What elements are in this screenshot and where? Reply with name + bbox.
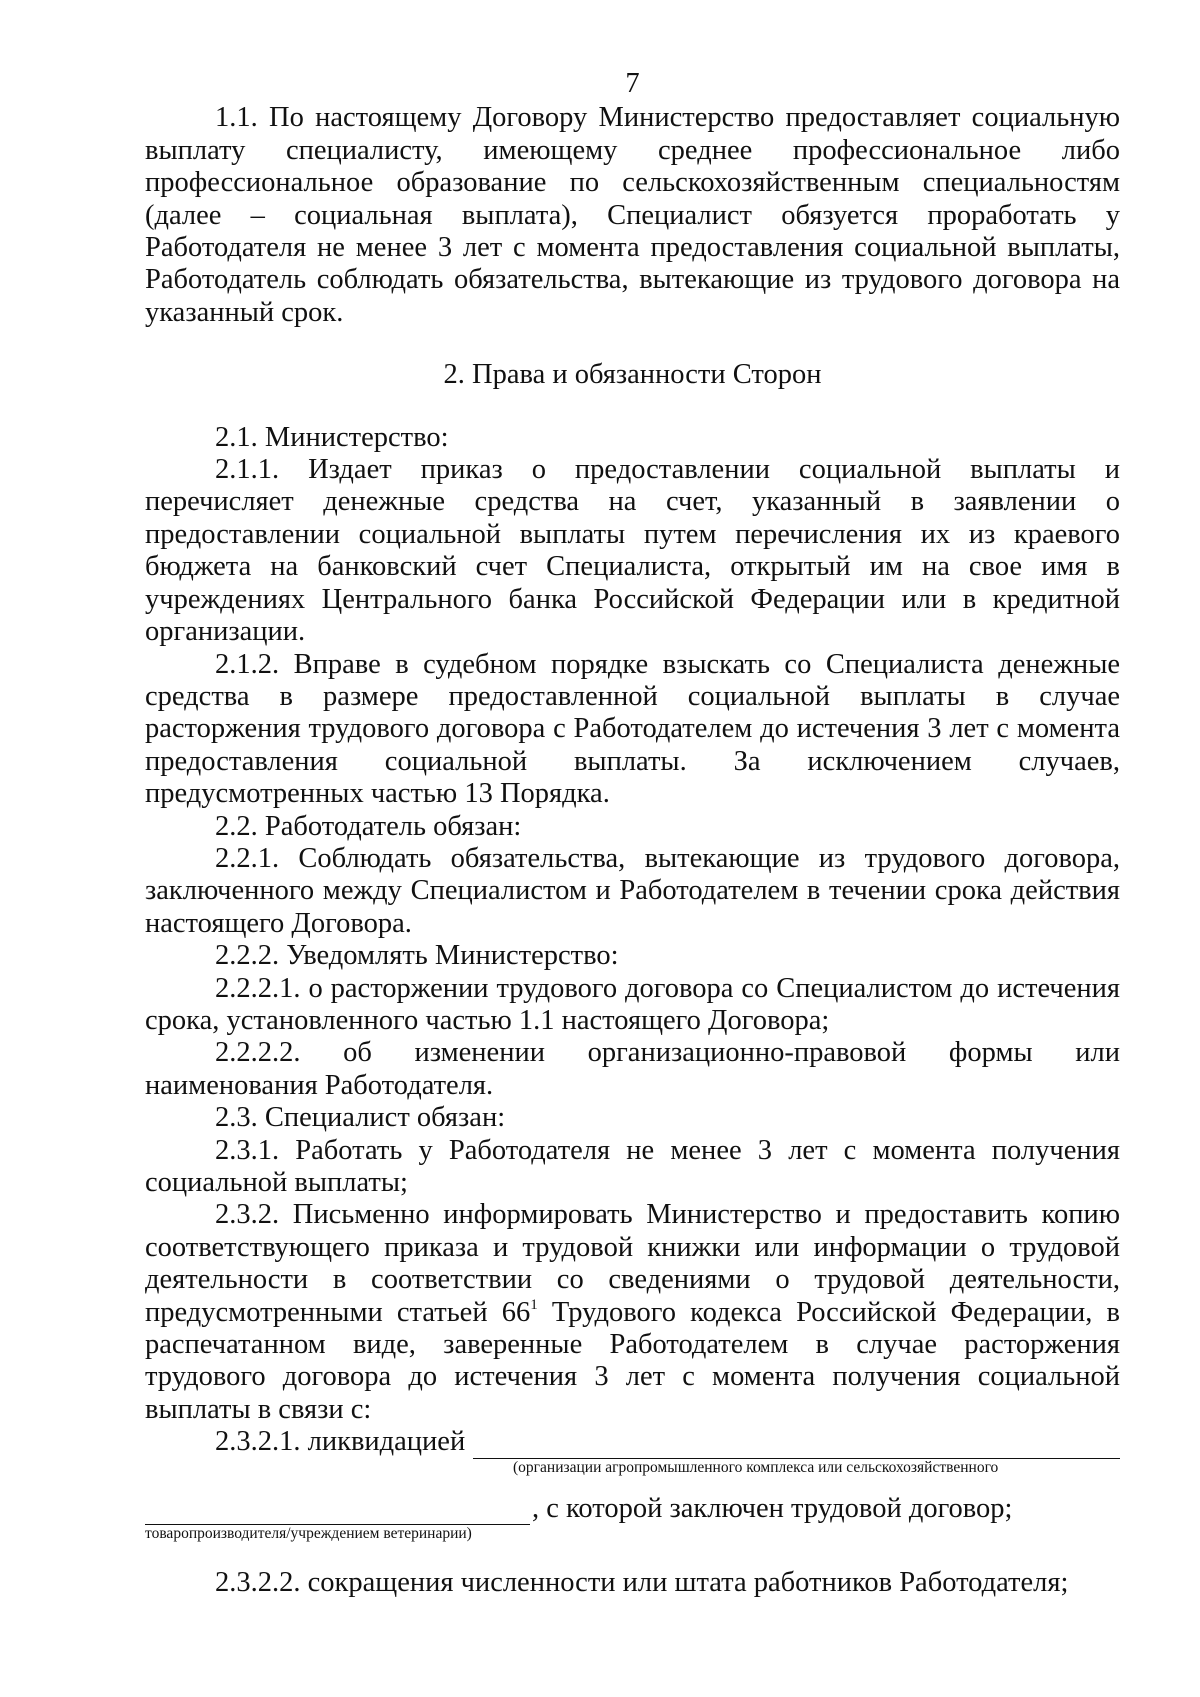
clause-2-2-2: 2.2.2. Уведомлять Министерство:: [215, 940, 619, 972]
clause-2-2-2-2: 2.2.2.2. об изменении организационно-правовой формы или наименования Работодателя.: [145, 1037, 1120, 1101]
section-2-heading: 2. Права и обязанности Сторон: [443, 359, 822, 391]
superscript-1: 1: [530, 1296, 538, 1313]
clause-2-3-2-1-label: 2.3.2.1. ликвидацией: [215, 1426, 466, 1458]
liquidation-blank-caption-2: товаропроизводителя/учреждением ветеринарии): [145, 1525, 472, 1543]
document-page: [145, 68, 1120, 1599]
clause-2-3: 2.3. Специалист обязан:: [215, 1102, 506, 1134]
clause-2-3-2-text-b: Трудового кодекса Российской Федерации, в распечатанном виде, заверенные Работодателем в случае расторжения трудового договора до истечения 3 лет с момента получения социальной выплаты в связи с:: [145, 1296, 1120, 1425]
clause-2-2-1: 2.2.1. Соблюдать обязательства, вытекающие из трудового договора, заключенного между Специалистом и Работодателем в течении срока действия настоящего Договора.: [145, 842, 1120, 939]
clause-2-3-1: 2.3.1. Работать у Работодателя не менее 3 лет с момента получения социальной выплаты;: [145, 1134, 1120, 1198]
clause-2-3-2-2: 2.3.2.2. сокращения численности или штата работников Работодателя;: [215, 1567, 1069, 1599]
clause-2-2-2-1: 2.2.2.1. о расторжении трудового договора со Специалистом до истечения срока, установленного частью 1.1 настоящего Договора;: [145, 972, 1120, 1036]
page-number: 7: [625, 68, 640, 99]
clause-2-3-2-1-row: [145, 1426, 1120, 1458]
clause-2-3-2-1-row2: [145, 1493, 1120, 1525]
liquidation-blank-caption: (организации агропромышленного комплекса или сельскохозяйственного: [513, 1458, 999, 1476]
liquidation-blank-line-2[interactable]: [145, 1498, 530, 1525]
clause-2-1-2: 2.1.2. Вправе в судебном порядке взыскать со Специалиста денежные средства в размере предоставленной социальной выплаты в случае расторжения трудового договора с Работодателем до истечения 3 лет с момента предоставления социальной выплаты. За исключением случаев, предусмотренных частью 13 Порядка.: [145, 648, 1120, 810]
clause-2-2: 2.2. Работодатель обязан:: [215, 810, 522, 842]
clause-1-1: 1.1. По настоящему Договору Министерство предоставляет социальную выплату специалисту, имеющему среднее профессиональное либо профессиональное образование по сельскохозяйственным специальностям (далее – социальная выплата), Специалист обязуется проработать у Работодателя не менее 3 лет с момента предоставления социальной выплаты, Работодатель соблюдать обязательства, вытекающие из трудового договора на указанный срок.: [145, 102, 1120, 328]
clause-2-3-2: [145, 1199, 1120, 1426]
liquidation-blank-line[interactable]: [473, 1432, 1120, 1459]
clause-2-3-2-1-tail: , с которой заключен трудовой договор;: [532, 1492, 1013, 1524]
clause-2-3-2-text-a: 2.3.2. Письменно информировать Министерство и предоставить копию соответствующего приказа и трудовой книжки или информации о трудовой деятельности в соответствии со сведениями о трудовой деятельности, предусмотренными статьей 66: [145, 1199, 1120, 1328]
clause-2-1: 2.1. Министерство:: [215, 421, 449, 453]
clause-2-1-1: 2.1.1. Издает приказ о предоставлении социальной выплаты и перечисляет денежные средства на счет, указанный в заявлении о предоставлении социальной выплаты путем перечисления их из краевого бюджета на банковский счет Специалиста, открытый им на свое имя в учреждениях Центрального банка Российской Федерации или в кредитной организации.: [145, 454, 1120, 648]
